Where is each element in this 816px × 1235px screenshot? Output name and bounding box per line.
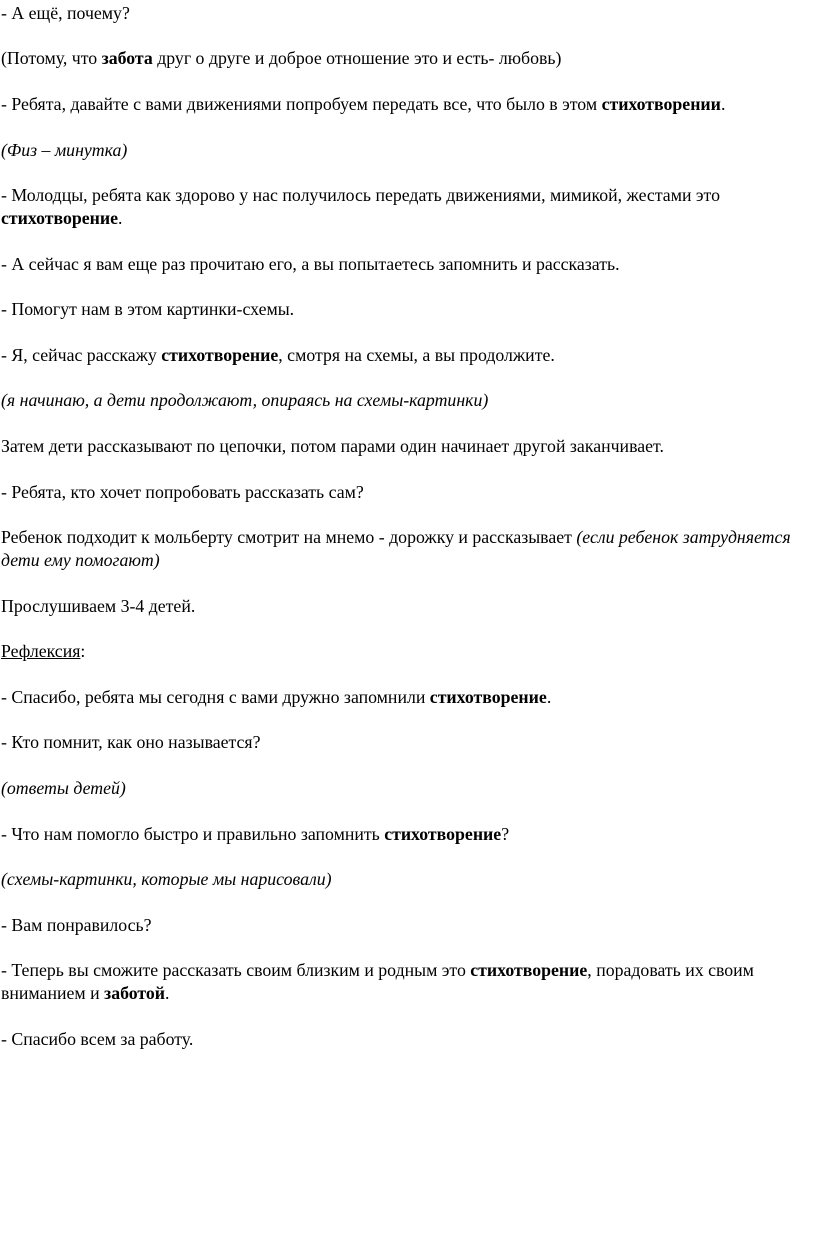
text-run: - Ребята, давайте с вами движениями попробуем передать все, что было в этом (1, 94, 602, 114)
bold-text-run: стихотворение (470, 960, 588, 980)
text-run: друг о друге и доброе отношение это и есть- любовь) (152, 48, 562, 68)
text-run: Затем дети рассказывают по цепочки, потом парами один начинает другой заканчивает. (1, 436, 664, 456)
paragraph (1, 686, 801, 709)
text-run: - Ребята, кто хочет попробовать рассказать сам? (1, 482, 364, 502)
paragraph (1, 253, 801, 276)
paragraph (1, 344, 801, 367)
underlined-heading-run: Рефлексия (1, 641, 81, 661)
text-run: ? (501, 824, 510, 844)
bold-text-run: забота (101, 48, 153, 68)
paragraph (1, 93, 801, 116)
text-run: . (165, 983, 170, 1003)
paragraph (1, 959, 801, 1005)
text-run: , порадовать их своим вниманием и (1, 960, 754, 1003)
text-run: - Вам понравилось? (1, 915, 152, 935)
paragraph (1, 2, 801, 25)
text-run: - Помогут нам в этом картинки-схемы. (1, 299, 295, 319)
text-run: - Спасибо, ребята мы сегодня с вами дружно запомнили (1, 687, 430, 707)
bold-text-run: заботой (104, 983, 166, 1003)
text-run: - Я, сейчас расскажу (1, 345, 162, 365)
italic-text-run: (я начинаю, а дети продолжают, опираясь на схемы-картинки) (1, 390, 489, 410)
bold-text-run: стихотворение (1, 208, 119, 228)
text-run: (Потому, что (1, 48, 102, 68)
bold-text-run: стихотворении (601, 94, 721, 114)
paragraph (1, 481, 801, 504)
paragraph (1, 298, 801, 321)
paragraph (1, 139, 801, 162)
text-run: Ребенок подходит к мольберту смотрит на мнемо - дорожку и рассказывает (1, 527, 577, 547)
bold-text-run: стихотворение (429, 687, 547, 707)
paragraph (1, 389, 801, 412)
text-run: - Молодцы, ребята как здорово у нас получилось передать движениями, мимикой, жестами это (1, 185, 720, 205)
paragraph (1, 731, 801, 754)
text-run: . (720, 94, 726, 114)
italic-text-run: (Физ – минутка) (1, 140, 128, 160)
paragraph (1, 868, 801, 891)
text-run: . (118, 208, 123, 228)
paragraph (1, 777, 801, 800)
text-run: Прослушиваем 3-4 детей. (1, 596, 196, 616)
paragraph (1, 823, 801, 846)
paragraph (1, 184, 801, 230)
text-run: - А ещё, почему? (1, 3, 130, 23)
text-run: : (80, 641, 86, 661)
text-run: - Теперь вы сможите рассказать своим близким и родным это (1, 960, 471, 980)
italic-text-run: (схемы-картинки, которые мы нарисовали) (1, 869, 332, 889)
text-run: - Что нам помогло быстро и правильно запомнить (1, 824, 385, 844)
paragraph (1, 1028, 801, 1051)
paragraph (1, 435, 801, 458)
paragraph (1, 47, 801, 70)
paragraph (1, 526, 801, 572)
text-run: , смотря на схемы, а вы продолжите. (278, 345, 555, 365)
text-run: - Спасибо всем за работу. (1, 1029, 194, 1049)
paragraph (1, 640, 801, 663)
text-run: - А сейчас я вам еще раз прочитаю его, а вы попытаетесь запомнить и рассказать. (1, 254, 620, 274)
paragraph (1, 914, 801, 937)
italic-text-run: (ответы детей) (1, 778, 126, 798)
text-run: - Кто помнит, как оно называется? (1, 732, 261, 752)
bold-text-run: стихотворение (384, 824, 502, 844)
text-run: . (546, 687, 552, 707)
bold-text-run: стихотворение (161, 345, 279, 365)
italic-text-run: (если ребенок затрудняется дети ему помогают) (1, 527, 791, 570)
paragraph (1, 595, 801, 618)
